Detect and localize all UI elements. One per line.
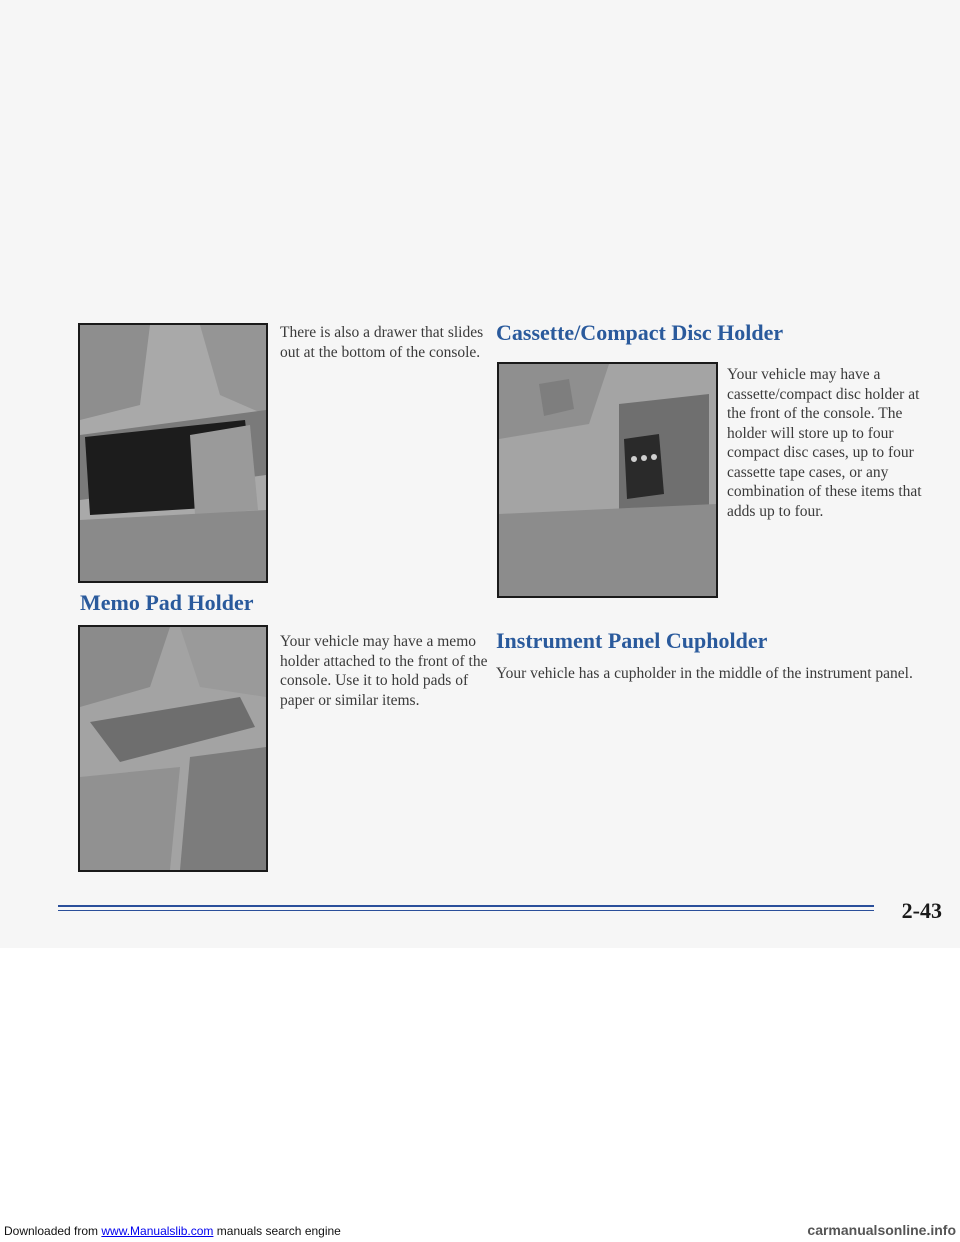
cassette-holder-illustration	[499, 364, 716, 596]
instrument-panel-cupholder-heading: Instrument Panel Cupholder	[496, 628, 768, 653]
carmanualsonline-watermark: carmanualsonline.info	[807, 1222, 956, 1238]
cupholder-description: Your vehicle has a cupholder in the middle of the instrument panel.	[496, 665, 913, 682]
cassette-holder-description: Your vehicle may have a cassette/compact disc holder at the front of the console. The holder will store up to four compact disc cases, up to four cassette tape cases, or any combination of these items that adds up to four.	[727, 366, 922, 520]
memo-holder-photo	[78, 625, 268, 872]
page-number: 2-43	[901, 898, 942, 923]
console-drawer-photo	[78, 323, 268, 583]
download-source-note	[4, 1224, 341, 1238]
drawer-description: There is also a drawer that slides out at the bottom of the console.	[280, 324, 484, 361]
memo-holder-description: Your vehicle may have a memo holder attached to the front of the console. Use it to hold pads of paper or similar items.	[280, 633, 488, 709]
page-rule	[58, 905, 874, 911]
memo-holder-illustration	[80, 627, 266, 870]
cassette-holder-photo	[497, 362, 718, 598]
manualslib-link[interactable]: www.Manualslib.com	[101, 1224, 214, 1238]
console-drawer-illustration	[80, 325, 266, 581]
cassette-holder-heading: Cassette/Compact Disc Holder	[496, 320, 784, 345]
footer-suffix: manuals search engine	[213, 1224, 341, 1238]
memo-pad-holder-heading: Memo Pad Holder	[80, 590, 254, 615]
footer-prefix: Downloaded from	[4, 1224, 102, 1238]
